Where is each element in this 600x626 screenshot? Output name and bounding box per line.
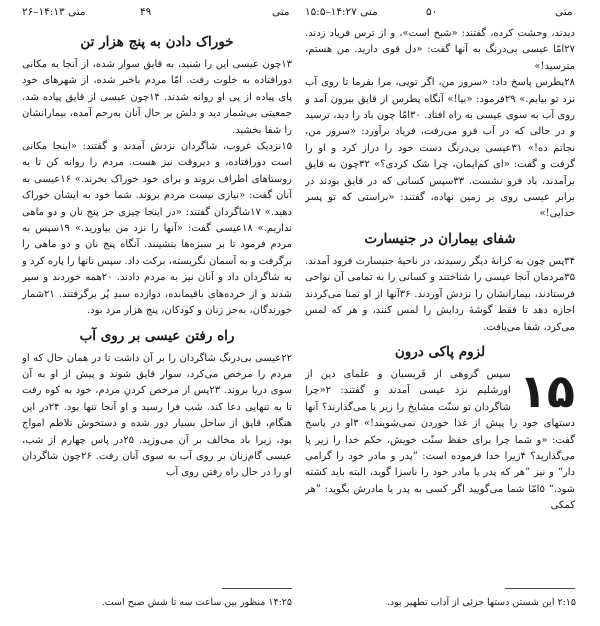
section-heading-feeding-5000: خوراک دادن به پنج هزار تن bbox=[80, 34, 234, 50]
right-page-number: ۵۰ bbox=[426, 6, 438, 18]
section-heading-gennesaret: شفای بیماران در جنیسارت bbox=[364, 230, 516, 247]
left-page-column bbox=[22, 26, 292, 574]
right-book-name: متی bbox=[555, 6, 573, 18]
paragraph: ۱۵نزدیک غروب، شاگردان نزدش آمدند و گفتند: «اینجا مکانی است دورافتاده، و دیروقت نیز هست. مردم را روانه کن تا به روستاهای اطراف بروند و برای خود خوراک بخرند.» ۱۶عیسی به آنان گفت: «نیازی نیست مردم بروند. شما خود به ایشان خوراک دهید.» ۱۷شاگردان گفتند: «در اینجا چیزی جز پنج نان و دو ماهی نداریم.» ۱۸عیسی گفت: «آنها را نزد من بیاورید.» ۱۹سپس به مردم فرمود تا بر سبزه‌ها بنشینند. آنگاه پنج نان و دو ماهی را برگرفت و به آسمان نگریسته، برکت داد. سپس نانها را پاره کرد و به شاگردان داد و آنان نیز به مردم دادند. ۲۰همه خوردند و سیر شدند و از خرده‌های باقیمانده، دوازده سبدِ پُر برگرفتند. ۲۱شمار خورندگان، به‌جز زنان و کودکان، پنج هزار مرد بود. bbox=[22, 141, 292, 317]
paragraph: ۱۳چون عیسی این را شنید، به قایق سوار شده، از آنجا به مکانی دورافتاده به خلوت رفت. امّا مردم باخبر شده، از شهرهای خود پای پیاده از پی او روانه شدند. ۱۴چون عیسی از قایق پیاده شد، جمعیتی بی‌شمار دید و دلش بر حال آنان به‌رحم آمده، بیمارانشان را شفا بخشید. bbox=[22, 59, 292, 136]
right-page-header bbox=[305, 6, 378, 18]
left-footnote-rule bbox=[222, 588, 292, 589]
left-page-header bbox=[22, 6, 86, 18]
section-heading-inner-purity: لزوم پاکی درون bbox=[394, 343, 486, 360]
right-page-column bbox=[305, 26, 575, 580]
paragraph: ۲۸پطرس پاسخ داد: «سرور من، اگر تویی، مرا بفرما تا روی آب نزد تو بیایم.» ۲۹فرمود: «بیا!» آنگاه پطرس از قایق بیرون آمد و روی آب به سوی عیسی به راه افتاد. ۳۰امّا چون باد را دید، ترسید و در حالی که در آب فرو می‌رفت، فریاد برآورد: «سرور من، نجاتم ده!» ۳۱عیسی بی‌درنگ دست خود را دراز کرد و او را گرفت و گفت: «ای کم‌ایمان، چرا شک کردی؟» ۳۲چون به قایق برآمدند، باد فرو نشست. ۳۳سپس کسانی که در قایق بودند در برابر عیسی روی بر زمین نهاده، گفتند: «براستی که تو پسر خدایی!» bbox=[305, 77, 575, 220]
left-chapter-range: متی ۱۴:۱۳–۲۶ bbox=[22, 6, 86, 18]
left-page-number: ۴۹ bbox=[140, 6, 152, 18]
paragraph: ۲۲عیسی بی‌درنگ شاگردان را بر آن داشت تا در همان حال که او مردم را مرخص می‌کرد، سوار قایق شوند و پیش از او به آن سوی دریا بروند. ۲۳پس از مرخص کردنِ مردم، خود به کوه رفت تا به تنهایی دعا کند. شب فرا رسید و او آنجا تنها بود. ۲۴در این هنگام، قایق از ساحل بسیار دور شده و دستخوش تلاطم امواج بود، زیرا باد مخالف بر آن می‌وزید. ۲۵در پاس چهارم از شب، عیسی گام‌زنان بر روی آب به سوی آنان رفت. ۲۶چون شاگردان او را در حال راه رفتن روی آب bbox=[22, 352, 292, 479]
chapter-number: ۱۵ bbox=[518, 363, 575, 418]
right-chapter-range: متی ۱۴:۲۷–۱۵:۵ bbox=[305, 6, 378, 18]
left-footnote: ۱۴:۲۵ منظور بین ساعت سه تا شش صبح است. bbox=[101, 597, 292, 608]
left-book-name: متی bbox=[272, 6, 290, 18]
paragraph: ۱۵ سپس گروهی از فَریسیان و علمای دین از اورشلیم نزد عیسی آمدند و گفتند: ۲«چرا شاگردان تو سنّت مشایخ را زیر پا می‌گذارند؟ آنها دستهای خود را پیش از غذا خوردن نمی‌شویند!» ۳او در پاسخ گفت: «و شما چرا برای حفظ سنّت خویش، حکم خدا را زیر پا می‌گذارید؟ ۴زیرا خدا فرموده است: ”پدر و مادر خود را گرامی دار“ و نیز ”هر که پدر یا مادر خود را ناسزا گوید، البته باید کشته شود.“ ۵امّا شما می‌گویید اگر کسی به پدر یا مادرش بگوید: ”هر کمکی bbox=[305, 363, 575, 512]
paragraph: دیدند، وحشت کرده، گفتند: «شبح است»، و از ترس فریاد زدند. ۲۷امّا عیسی بی‌درنگ به آنها گفت: «دل قوی دارید. من هستم، مترسید!» bbox=[305, 28, 575, 72]
section-heading-walking-on-water: راه رفتن عیسی بر روی آب bbox=[79, 327, 235, 344]
right-footnote: ۲:۱۵ این شستن دستها جزئی از آداب تطهیر بود. bbox=[386, 597, 576, 608]
right-footnote-rule bbox=[505, 588, 575, 589]
paragraph: ۳۴پس چون به کرانهٔ دیگر رسیدند، در ناحیهٔ جنیسارت فرود آمدند. ۳۵مردمان آنجا عیسی را شناختند و کسانی را به تمامی آن نواحی فرستادند، بیمارانشان را نزدش آوردند. ۳۶آنها از او تمنا می‌کردند اجازه دهد تا فقط گوشهٔ ردایش را لمس کنند، و هر که لمس می‌کرد، شفا می‌یافت. bbox=[305, 255, 575, 333]
